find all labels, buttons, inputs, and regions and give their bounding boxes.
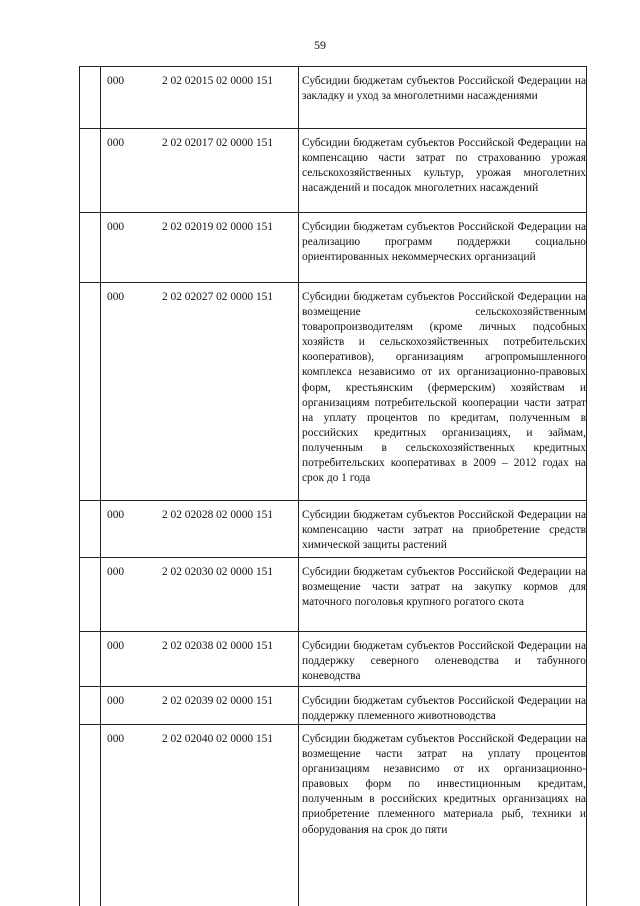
description-cell: Субсидии бюджетам субъектов Российской Федерации на компенсацию части затрат на приобретение средств химической защиты растений (302, 509, 586, 552)
description-cell: Субсидии бюджетам субъектов Российской Федерации на возмещение части затрат на уплату процентов организациям независимо от их организационно-правовых форм по инвестиционным кредитам, полученным в российских кредитных организациях на приобретение племенного материала рыб, техники и оборудования на срок до пяти (302, 733, 586, 836)
admin-code-cell: 000 (107, 733, 125, 745)
description-cell: Субсидии бюджетам субъектов Российской Федерации на поддержку племенного животноводства (302, 695, 586, 723)
budget-code-cell: 2 02 02017 02 0000 151 (162, 137, 274, 149)
description-cell: Субсидии бюджетам субъектов Российской Федерации на компенсацию части затрат по страхованию урожая сельскохозяйственных культур, урожая многолетних насаждений и посадок многолетних насаждений (302, 137, 586, 195)
budget-code-cell: 2 02 02038 02 0000 151 (162, 640, 274, 652)
budget-code-cell: 2 02 02040 02 0000 151 (162, 733, 274, 745)
budget-code-cell: 2 02 02027 02 0000 151 (162, 291, 274, 303)
budget-code-cell: 2 02 02039 02 0000 151 (162, 695, 274, 707)
budget-classification-table (79, 66, 587, 906)
admin-code-cell: 000 (107, 75, 125, 87)
admin-code-cell: 000 (107, 695, 125, 707)
table-row (80, 129, 587, 213)
table-row (80, 67, 587, 129)
table-row (80, 632, 587, 687)
table-row (80, 558, 587, 632)
admin-code-cell: 000 (107, 291, 125, 303)
description-cell: Субсидии бюджетам субъектов Российской Федерации на закладку и уход за многолетними насаждениями (302, 75, 586, 103)
admin-code-cell: 000 (107, 137, 125, 149)
description-cell: Субсидии бюджетам субъектов Российской Федерации на возмещение части затрат на закупку кормов для маточного поголовья крупного рогатого скота (302, 566, 586, 609)
budget-code-cell: 2 02 02030 02 0000 151 (162, 566, 274, 578)
admin-code-cell: 000 (107, 221, 125, 233)
budget-code-cell: 2 02 02019 02 0000 151 (162, 221, 274, 233)
budget-code-cell: 2 02 02015 02 0000 151 (162, 75, 274, 87)
table-row (80, 725, 587, 906)
table-row (80, 283, 587, 501)
admin-code-cell: 000 (107, 566, 125, 578)
description-cell: Субсидии бюджетам субъектов Российской Федерации на возмещение сельскохозяйственным товаропроизводителям (кроме личных подсобных хозяйств и сельскохозяйственных потребительских кооперативов), организациям агропромышленного комплекса независимо от их организационно-правовых форм, крестьянским (фермерским) хозяйствам и организациям потребительской кооперации части затрат на уплату процентов по кредитам, полученным в российских кредитных организациях, и займам, полученным в сельскохозяйственных кредитных потребительских кооперативах в 2009 – 2012 годах на срок до 1 года (302, 291, 586, 485)
admin-code-cell: 000 (107, 509, 125, 521)
budget-code-cell: 2 02 02028 02 0000 151 (162, 509, 274, 521)
table-row (80, 501, 587, 558)
description-cell: Субсидии бюджетам субъектов Российской Федерации на поддержку северного оленеводства и табунного коневодства (302, 640, 586, 683)
table-row (80, 687, 587, 725)
description-cell: Субсидии бюджетам субъектов Российской Федерации на реализацию программ поддержки социально ориентированных некоммерческих организаций (302, 221, 586, 264)
page-number: 59 (314, 38, 326, 52)
admin-code-cell: 000 (107, 640, 125, 652)
table-row (80, 213, 587, 283)
